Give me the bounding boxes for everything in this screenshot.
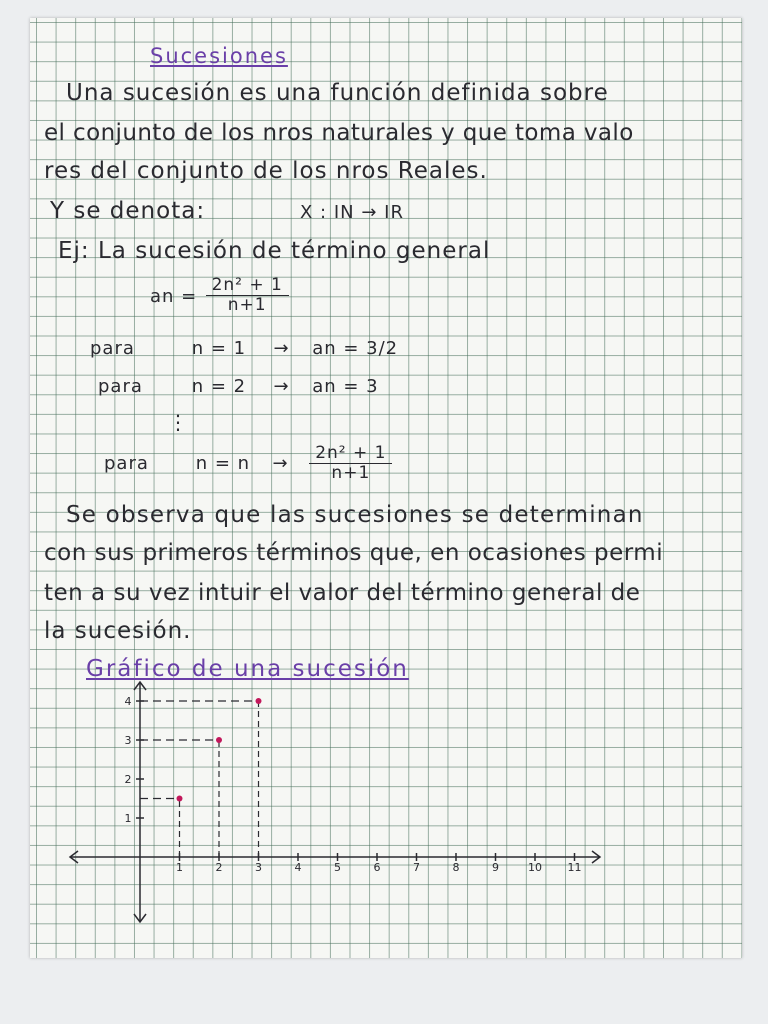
x-tick-label: 1 xyxy=(176,861,183,874)
data-point xyxy=(216,737,222,743)
y-tick-label: 2 xyxy=(124,773,132,786)
paragraph-line: la sucesión. xyxy=(44,618,192,644)
paragraph-line: ten a su vez intuir el valor del término general de xyxy=(44,580,641,606)
case-n: n = n xyxy=(195,452,251,474)
fraction-numerator: 2n² + 1 xyxy=(309,444,392,464)
x-tick-label: 7 xyxy=(413,861,420,874)
general-term-lhs: an = xyxy=(150,286,198,307)
x-tick-label: 10 xyxy=(528,861,542,874)
fraction-numerator: 2n² + 1 xyxy=(206,276,289,296)
denote-label: Y se denota: xyxy=(50,198,206,224)
paragraph-line: el conjunto de los nros naturales y que toma valo xyxy=(44,120,634,146)
paragraph-line: con sus primeros términos que, en ocasiones permi xyxy=(44,540,664,566)
case-para: para xyxy=(98,376,143,397)
case-result: an = 3/2 xyxy=(312,338,399,359)
arrow-icon: → xyxy=(273,338,290,359)
paragraph-line: Una sucesión es una función definida sobre xyxy=(66,80,609,106)
graph-title: Gráfico de una sucesión xyxy=(86,656,409,682)
fraction-denominator: n+1 xyxy=(331,463,371,483)
case-n: n = 1 xyxy=(191,338,247,359)
case-para: para xyxy=(90,338,135,359)
data-point xyxy=(177,796,183,802)
case-n: n = 2 xyxy=(191,376,247,397)
denote-formula: X : IN → IR xyxy=(300,202,404,223)
arrow-icon: → xyxy=(272,452,289,474)
case-result: an = 3 xyxy=(312,376,379,397)
x-tick-label: 9 xyxy=(492,861,499,874)
y-tick-label: 4 xyxy=(124,695,132,708)
continuation-dots: ⋮ xyxy=(168,410,189,434)
y-tick-label: 3 xyxy=(124,734,132,747)
fraction-denominator: n+1 xyxy=(227,295,267,315)
y-tick-label: 1 xyxy=(124,812,132,825)
arrow-icon: → xyxy=(273,376,290,397)
x-tick-label: 8 xyxy=(452,861,460,874)
example-title: Ej: La sucesión de término general xyxy=(58,238,491,264)
paragraph-line: Se observa que las sucesiones se determinan xyxy=(66,502,644,528)
paragraph-line: res del conjunto de los nros Reales. xyxy=(44,158,488,184)
x-tick-label: 3 xyxy=(255,861,262,874)
x-tick-label: 2 xyxy=(215,861,223,874)
x-tick-label: 5 xyxy=(334,861,341,874)
x-tick-label: 11 xyxy=(567,861,582,874)
x-tick-label: 4 xyxy=(294,861,302,874)
x-tick-label: 6 xyxy=(373,861,381,874)
case-para: para xyxy=(104,452,149,474)
page-title: Sucesiones xyxy=(150,44,288,68)
data-point xyxy=(256,698,262,704)
